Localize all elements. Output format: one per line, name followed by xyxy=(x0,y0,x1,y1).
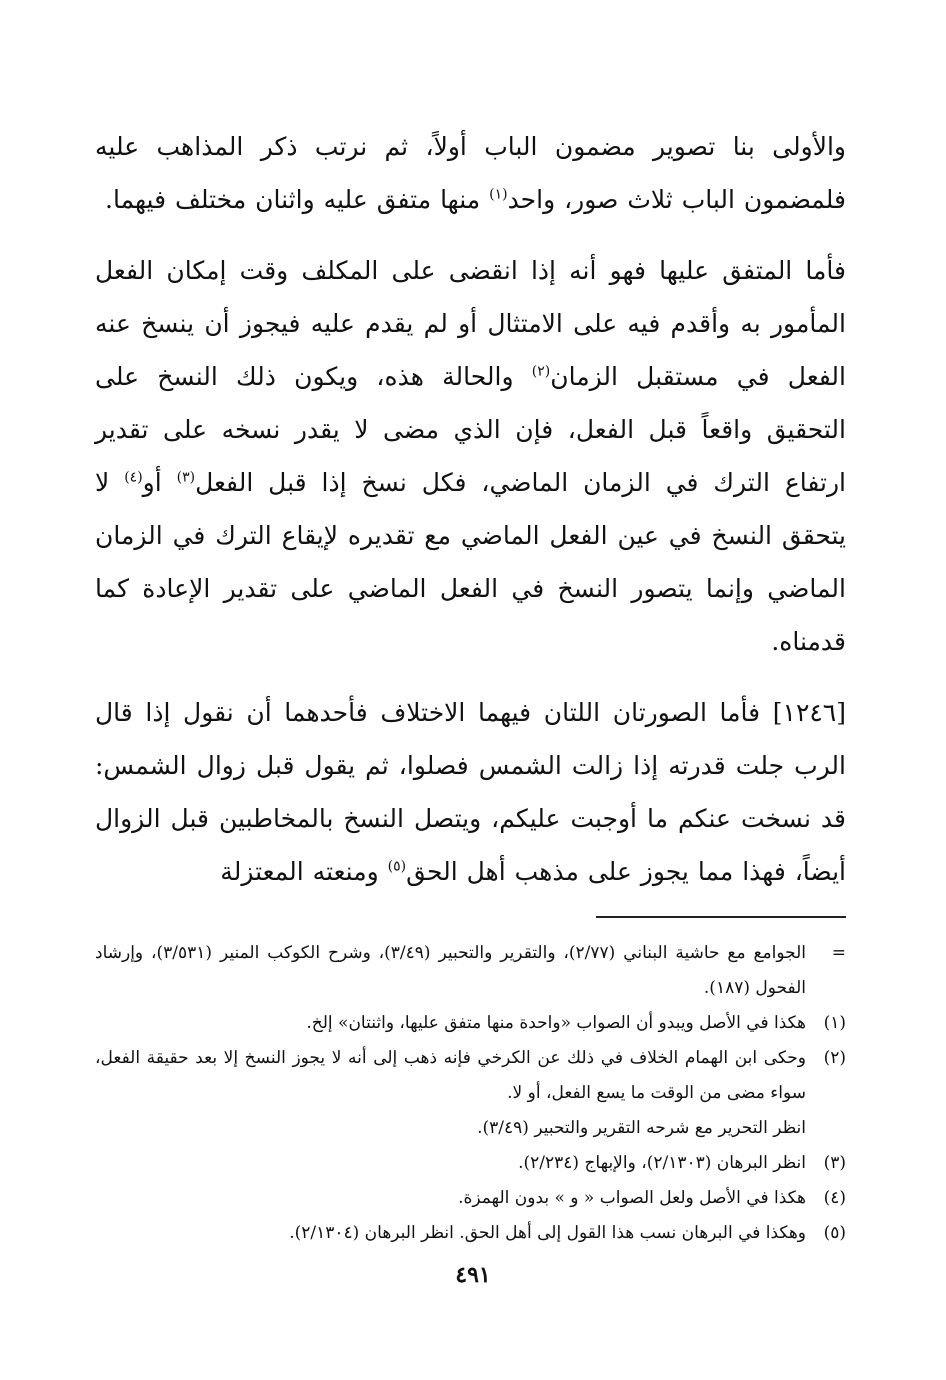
paragraph-1-text-2: منها متفق عليه واثنان مختلف فيهما. xyxy=(105,185,490,214)
paragraph-2-text-2: والحالة هذه، ويكون ذلك النسخ على التحقيق واقعاً قبل الفعل، فإن الذي مضى لا يقدر نسخه على تقدير ارتفاع الترك في الزمان الماضي، فكل نسخ إذا قبل الفعل xyxy=(95,362,846,497)
footnote-text: هكذا في الأصل ويبدو أن الصواب «واحدة منها متفق عليها، واثنتان» إلخ. xyxy=(306,1013,806,1033)
footnote-1 xyxy=(95,1006,846,1041)
paragraph-2 xyxy=(95,244,846,668)
footnote-text: وهكذا في البرهان نسب هذا القول إلى أهل الحق. انظر البرهان (٢/١٣٠٤). xyxy=(289,1223,806,1243)
footnote-marker: = xyxy=(831,943,846,963)
paragraph-3-text-1: [١٢٤٦] فأما الصورتان اللتان فيهما الاختلاف فأحدهما أن نقول إذا قال الرب جلت قدرته إذا زالت الشمس فصلوا، ثم يقول قبل زوال الشمس: قد نسخت عنكم ما أوجبت عليكم، ويتصل النسخ بالمخاطبين قبل الزوال أيضاً، فهذا مما يجوز على مذهب أهل الحق xyxy=(95,698,846,886)
footnote-ref-3[interactable]: (٣) xyxy=(176,469,196,486)
paragraph-3-text-2: ومنعته المعتزلة xyxy=(220,857,388,886)
footnote-text: وحكى ابن الهمام الخلاف في ذلك عن الكرخي فإنه ذهب إلى أنه لا يجوز النسخ إلا بعد حقيقة الفعل، سواء مضى من الوقت ما يسع الفعل، أو لا. xyxy=(95,1048,806,1103)
footnote-text: انظر البرهان (٢/١٣٠٣)، والإبهاج (٢/٢٣٤). xyxy=(518,1153,806,1173)
paragraph-1 xyxy=(95,120,846,226)
footnote-marker: (٤) xyxy=(823,1188,846,1208)
footnote-continued xyxy=(95,936,846,1006)
paragraph-3 xyxy=(95,686,846,898)
footnote-marker: (٥) xyxy=(823,1223,846,1243)
footnote-3 xyxy=(95,1146,846,1181)
page-number: ٤٩١ xyxy=(455,1262,491,1288)
footnote-ref-1[interactable]: (١) xyxy=(489,186,508,203)
paragraph-2-text-1: فأما المتفق عليها فهو أنه إذا انقضى على المكلف وقت إمكان الفعل المأمور به وأقدم فيه على الامتثال أو لم يقدم عليه فيجوز أن ينسخ عنه الفعل في مستقبل الزمان xyxy=(95,256,846,391)
page-content xyxy=(95,120,846,1251)
footnote-separator xyxy=(596,916,846,918)
footnote-ref-5[interactable]: (٥) xyxy=(387,858,407,875)
footnote-text: انظر التحرير مع شرحه التقرير والتحبير (٣/٤٩). xyxy=(477,1118,806,1138)
footnote-2 xyxy=(95,1041,846,1146)
footnote-marker: (١) xyxy=(823,1013,846,1033)
footnote-marker: (٣) xyxy=(823,1153,846,1173)
footnote-5 xyxy=(95,1216,846,1251)
paragraph-2-text-4: لا يتحقق النسخ في عين الفعل الماضي مع تقديره لإيقاع الترك في الزمان الماضي وإنما يتصور النسخ في الفعل الماضي على تقدير الإعادة كما قدمناه. xyxy=(95,468,846,656)
footnote-4 xyxy=(95,1181,846,1216)
footnotes xyxy=(95,936,846,1251)
paragraph-2-text-3: أو xyxy=(142,468,177,497)
footnote-ref-4[interactable]: (٤) xyxy=(124,469,143,486)
footnote-text: هكذا في الأصل ولعل الصواب « و » بدون الهمزة. xyxy=(458,1188,806,1208)
footnote-marker: (٢) xyxy=(823,1048,846,1068)
paragraph-1-text-1: والأولى بنا تصوير مضمون الباب أولاً، ثم نرتب ذكر المذاهب عليه فلمضمون الباب ثلاث صور، واحد xyxy=(95,132,846,214)
footnote-ref-2[interactable]: (٢) xyxy=(531,363,551,380)
footnote-text: الجوامع مع حاشية البناني (٢/٧٧)، والتقرير والتحبير (٣/٤٩)، وشرح الكوكب المنير (٣/٥٣١)، وإرشاد الفحول (١٨٧). xyxy=(95,943,806,998)
